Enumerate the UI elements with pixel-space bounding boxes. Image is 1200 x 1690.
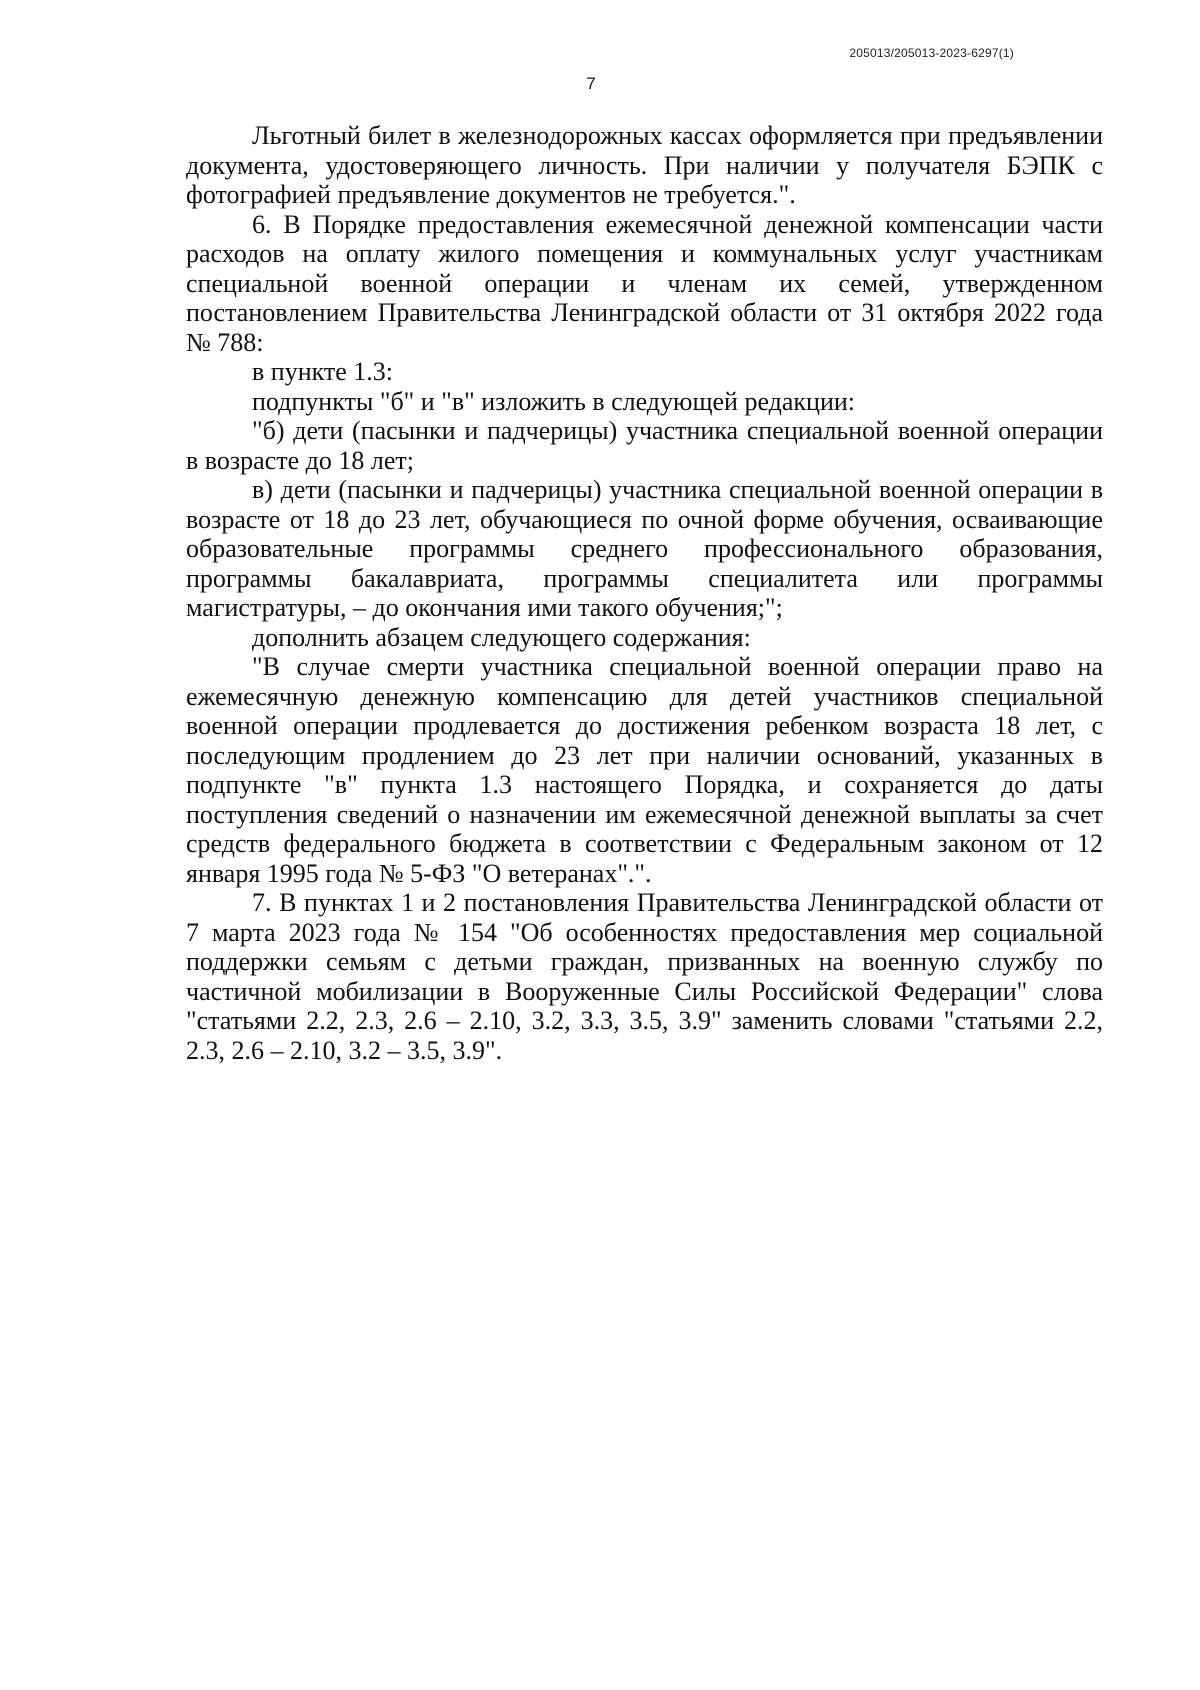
- document-id: 205013/205013-2023-6297(1): [849, 46, 1014, 60]
- paragraph-subclause-v: в) дети (пасынки и падчерицы) участника специальной военной операции в возрасте от 18 до 23 лет, обучающиеся по очной форме обучения, осваивающие образовательные программы среднего профессионального образования, программы бакалавриата, программы специалитета или программы магистратуры, – до окончания ими такого обучения;";: [186, 475, 1103, 622]
- paragraph-clause-1-3: в пункте 1.3:: [252, 357, 394, 386]
- paragraph-subclauses-intro: подпункты "б" и "в" изложить в следующей редакции:: [252, 386, 856, 416]
- paragraph-add-intro: дополнить абзацем следующего содержания:: [252, 622, 751, 652]
- paragraph-item-6: 6. В Порядке предоставления ежемесячной денежной компенсации части расходов на оплату жилого помещения и коммунальных услуг участникам специальной военной операции и членам их семей, утвержденном постановлением Правительства Ленинградской области от 31 октября 2022 года № 788:: [186, 209, 1103, 357]
- paragraph-new-clause: "В случае смерти участника специальной военной операции право на ежемесячную денежную компенсацию для детей участников специальной военной операции продлевается до достижения ребенком возраста 18 лет, с последующим продлением до 23 лет при наличии оснований, указанных в подпункте "в" пункта 1.3 настоящего Порядка, и сохраняется до даты поступления сведений о назначении им ежемесячной денежной выплаты за счет средств федерального бюджета в соответствии с Федеральным законом от 12 января 1995 года № 5-ФЗ "О ветеранах".".: [186, 652, 1103, 888]
- page-number: 7: [586, 74, 596, 93]
- paragraph-ticket-conditions: Льготный билет в железнодорожных кассах оформляется при предъявлении документа, удостоверяющего личность. При наличии у получателя БЭПК с фотографией предъявление документов не требуется.".: [186, 121, 1103, 209]
- document-body: [186, 121, 1103, 1065]
- paragraph-subclause-b: "б) дети (пасынки и падчерицы) участника специальной военной операции в возрасте до 18 лет;: [186, 416, 1103, 475]
- paragraph-item-7: 7. В пунктах 1 и 2 постановления Правительства Ленинградской области от 7 марта 2023 года № 154 "Об особенностях предоставления мер социальной поддержки семьям с детьми граждан, призванных на военную службу по частичной мобилизации в Вооруженные Силы Российской Федерации" слова "статьями 2.2, 2.3, 2.6 – 2.10, 3.2, 3.3, 3.5, 3.9" заменить словами "статьями 2.2, 2.3, 2.6 – 2.10, 3.2 – 3.5, 3.9".: [186, 888, 1103, 1065]
